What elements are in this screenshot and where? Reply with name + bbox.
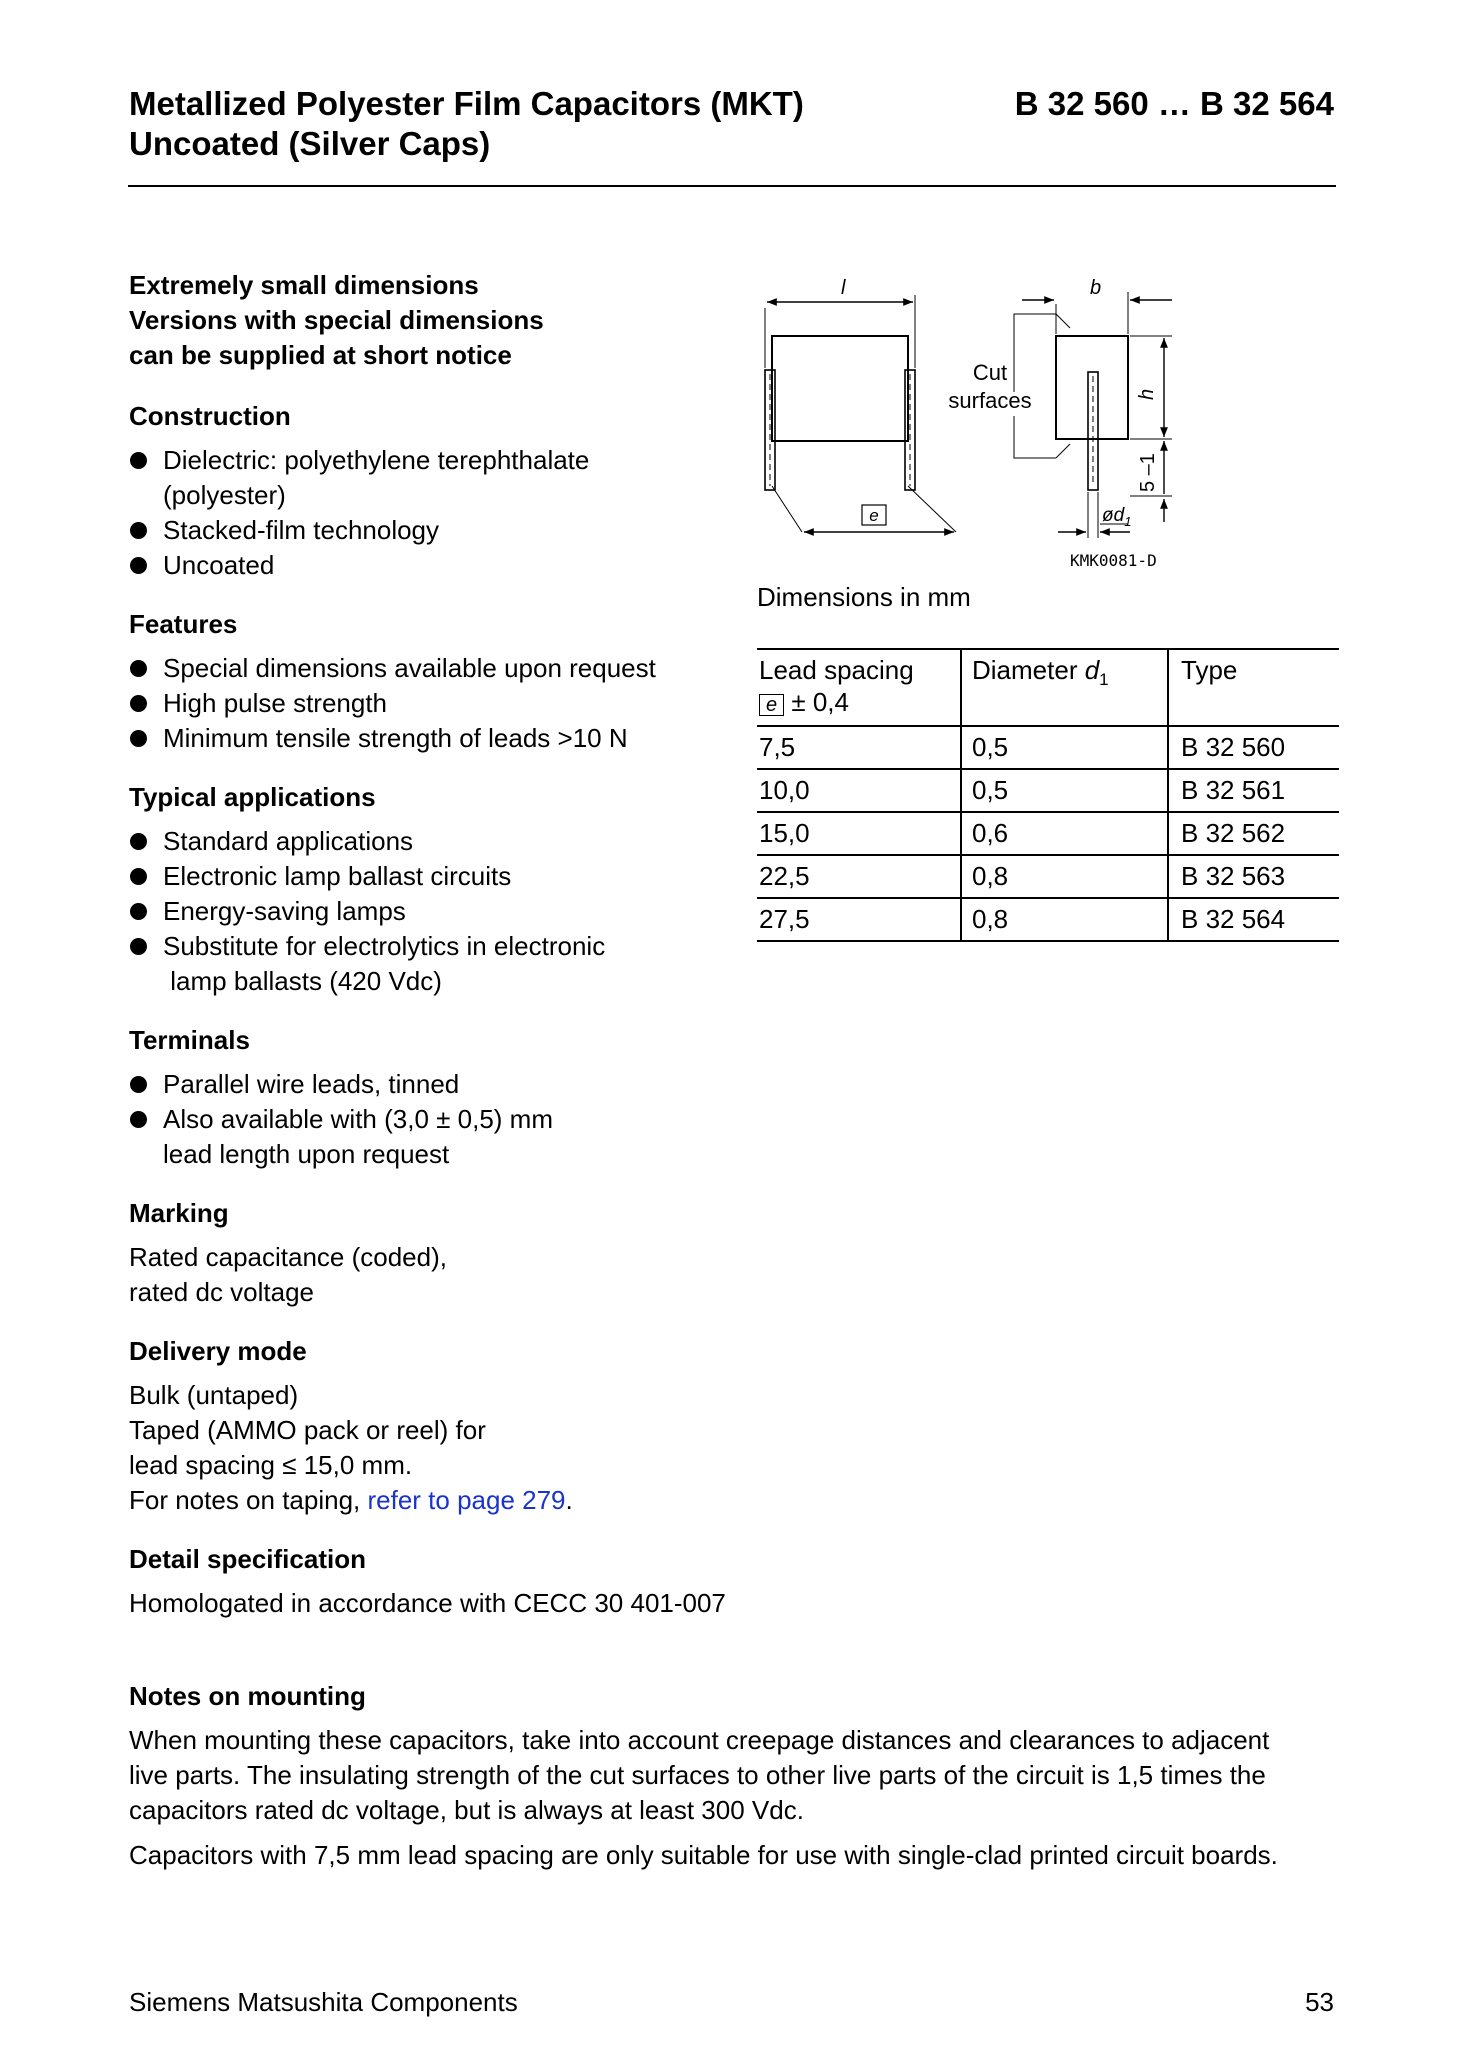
list-item: Energy-saving lamps bbox=[129, 894, 729, 929]
bullet-icon bbox=[130, 833, 147, 850]
bullet-icon bbox=[130, 452, 147, 469]
bullet-icon bbox=[130, 903, 147, 920]
list-item: Parallel wire leads, tinned bbox=[129, 1067, 729, 1102]
label-cut: Cut bbox=[972, 360, 1008, 385]
intro-line: can be supplied at short notice bbox=[129, 340, 512, 370]
e-box: e bbox=[759, 694, 784, 716]
intro-highlights bbox=[129, 268, 729, 373]
table-row: 27,5 0,8 B 32 564 bbox=[757, 898, 1339, 941]
column-header-diameter: Diameter $d_1$ bbox=[961, 649, 1168, 726]
table-row: 15,0 0,6 B 32 562 bbox=[757, 812, 1339, 855]
label-l: l bbox=[841, 277, 846, 299]
bullet-icon bbox=[130, 1111, 147, 1128]
intro-line: Extremely small dimensions bbox=[129, 270, 479, 300]
detail-section bbox=[129, 1542, 729, 1621]
column-header-lead-spacing: Lead spacing e ± 0,4 bbox=[757, 649, 961, 726]
terminals-heading: Terminals bbox=[129, 1025, 250, 1055]
page-number: 53 bbox=[1305, 1987, 1334, 2017]
terminals-list bbox=[129, 1067, 729, 1172]
title-line-1: Metallized Polyester Film Capacitors (MKT) bbox=[129, 85, 804, 122]
dimensions-caption: Dimensions in mm bbox=[757, 582, 971, 612]
bullet-icon bbox=[130, 938, 147, 955]
bullet-icon bbox=[130, 695, 147, 712]
capacitor-body-side bbox=[772, 336, 908, 441]
delivery-section bbox=[129, 1334, 729, 1518]
mounting-section bbox=[129, 1679, 1339, 1873]
label-5-1: 5 –1 bbox=[1137, 453, 1159, 492]
bullet-icon bbox=[130, 868, 147, 885]
list-item: High pulse strength bbox=[129, 686, 729, 721]
list-item: Dielectric: polyethylene terephthalate (polyester) bbox=[129, 443, 729, 513]
column-header-type: Type bbox=[1168, 649, 1339, 726]
applications-section bbox=[129, 780, 729, 999]
list-item: Also available with (3,0 ± 0,5) mm lead length upon request bbox=[129, 1102, 729, 1172]
dimensions-table bbox=[757, 648, 1339, 942]
left-column bbox=[129, 268, 729, 1645]
dimension-drawing bbox=[752, 270, 1192, 575]
footer-company: Siemens Matsushita Components bbox=[129, 1987, 518, 2017]
marking-line: rated dc voltage bbox=[129, 1277, 315, 1307]
list-item: Standard applications bbox=[129, 824, 729, 859]
list-item: Stacked-film technology bbox=[129, 513, 729, 548]
header-rule bbox=[128, 185, 1336, 187]
label-b: b bbox=[1090, 277, 1102, 299]
list-item: Minimum tensile strength of leads >10 N bbox=[129, 721, 729, 756]
list-item: Special dimensions available upon request bbox=[129, 651, 729, 686]
mounting-line: capacitors rated dc voltage, but is always at least 300 Vdc. bbox=[129, 1795, 804, 1825]
marking-heading: Marking bbox=[129, 1198, 229, 1228]
list-item: Substitute for electrolytics in electronic lamp ballasts (420 Vdc) bbox=[129, 929, 729, 999]
label-d1: $ød_1$ bbox=[1102, 505, 1132, 529]
detail-heading: Detail specification bbox=[129, 1544, 366, 1574]
marking-line: Rated capacitance (coded), bbox=[129, 1242, 447, 1272]
label-e: e bbox=[869, 506, 879, 525]
construction-section bbox=[129, 399, 729, 583]
mounting-heading: Notes on mounting bbox=[129, 1681, 366, 1711]
delivery-line: Bulk (untaped) bbox=[129, 1380, 299, 1410]
taping-page-link[interactable]: refer to page 279 bbox=[367, 1485, 566, 1515]
part-number-range: B 32 560 … B 32 564 bbox=[1014, 85, 1334, 122]
features-heading: Features bbox=[129, 609, 238, 639]
delivery-line: Taped (AMMO pack or reel) for bbox=[129, 1415, 486, 1445]
mounting-line: When mounting these capacitors, take into account creepage distances and clearances to adjacent bbox=[129, 1725, 1270, 1755]
title-line-2: Uncoated (Silver Caps) bbox=[129, 125, 491, 162]
drawing-code: KMK0081-D bbox=[1070, 551, 1157, 570]
table-header-row bbox=[757, 649, 1339, 726]
delivery-note: For notes on taping, refer to page 279. bbox=[129, 1485, 573, 1515]
table-row: 22,5 0,8 B 32 563 bbox=[757, 855, 1339, 898]
table-row: 7,5 0,5 B 32 560 bbox=[757, 726, 1339, 769]
bullet-icon bbox=[130, 660, 147, 677]
delivery-heading: Delivery mode bbox=[129, 1336, 307, 1366]
label-surfaces: surfaces bbox=[948, 388, 1032, 413]
detail-text: Homologated in accordance with CECC 30 401-007 bbox=[129, 1588, 726, 1618]
applications-heading: Typical applications bbox=[129, 782, 376, 812]
delivery-line: lead spacing ≤ 15,0 mm. bbox=[129, 1450, 413, 1480]
label-h: h bbox=[1136, 388, 1158, 400]
applications-list bbox=[129, 824, 729, 999]
bullet-icon bbox=[130, 1076, 147, 1093]
mounting-line: live parts. The insulating strength of the cut surfaces to other live parts of the circuit is 1,5 times the bbox=[129, 1760, 1266, 1790]
features-section bbox=[129, 607, 729, 756]
bullet-icon bbox=[130, 522, 147, 539]
capacitor-body-front bbox=[1056, 336, 1128, 439]
bullet-icon bbox=[130, 557, 147, 574]
marking-section bbox=[129, 1196, 729, 1310]
list-item: Uncoated bbox=[129, 548, 729, 583]
intro-line: Versions with special dimensions bbox=[129, 305, 544, 335]
construction-heading: Construction bbox=[129, 401, 291, 431]
construction-list bbox=[129, 443, 729, 583]
bullet-icon bbox=[130, 730, 147, 747]
mounting-note: Capacitors with 7,5 mm lead spacing are only suitable for use with single-clad printed circuit boards. bbox=[129, 1840, 1278, 1870]
table-row: 10,0 0,5 B 32 561 bbox=[757, 769, 1339, 812]
terminals-section bbox=[129, 1023, 729, 1172]
features-list bbox=[129, 651, 729, 756]
list-item: Electronic lamp ballast circuits bbox=[129, 859, 729, 894]
page-title bbox=[129, 84, 804, 164]
